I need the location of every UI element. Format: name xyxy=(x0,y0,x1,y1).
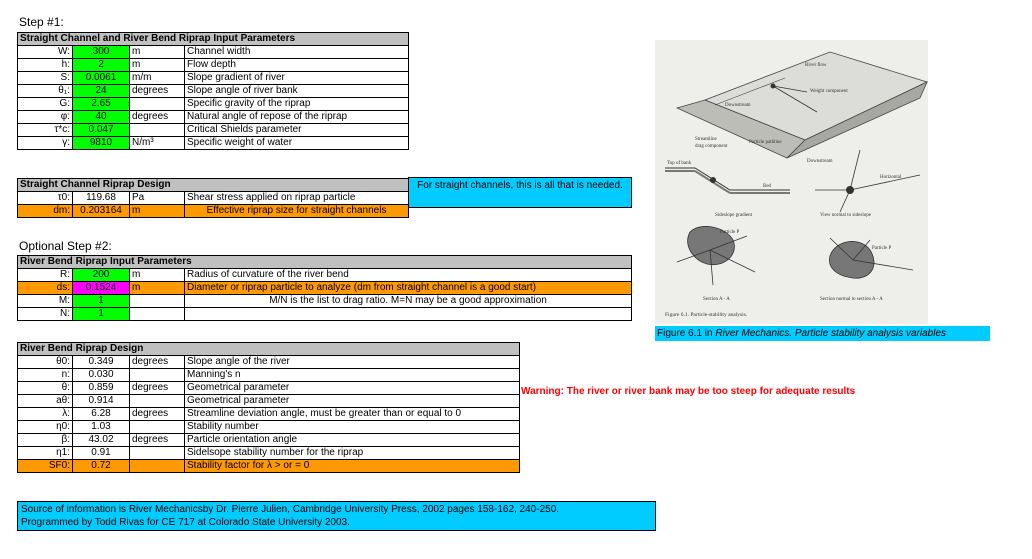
steep-warning: Warning: The river or river bank may be too steep for adequate results xyxy=(521,386,856,397)
table-row xyxy=(18,72,409,85)
fig-label-streamline: Streamline xyxy=(695,137,717,142)
result-symbol: η1: xyxy=(18,447,73,460)
table-row xyxy=(18,59,409,72)
param-symbol: φ: xyxy=(18,111,73,124)
result-unit xyxy=(130,447,185,460)
result-symbol: aθ: xyxy=(18,395,73,408)
table-row xyxy=(18,282,632,295)
param-input[interactable]: 0.0061 xyxy=(73,72,130,85)
figure-image xyxy=(655,40,928,324)
param-symbol: θ₁: xyxy=(18,85,73,98)
fig-label-river-flow: River flow xyxy=(805,63,827,68)
fig-label-section-normal: Section normal to section A - A xyxy=(820,297,883,302)
table-row xyxy=(18,395,520,408)
fig-label-weight: Weight component xyxy=(810,89,848,94)
result-desc: Slope angle of the river xyxy=(185,356,520,369)
param-symbol: R: xyxy=(18,269,73,282)
result-symbol: dm: xyxy=(18,205,73,218)
source-line-1: Source of information is River Mechanicsby Dr. Pierre Julien, Cambridge University Press, 2002 pages 158-162, 240-250. xyxy=(21,504,560,515)
table-row xyxy=(18,382,520,395)
fig-label-particle-p: Particle P xyxy=(720,230,740,235)
fig-label-bed: Bed xyxy=(763,184,772,189)
param-symbol: G: xyxy=(18,98,73,111)
source-line-2: Programmed by Todd Rivas for CE 717 at Colorado State University 2003. xyxy=(21,517,350,528)
result-symbol: β: xyxy=(18,434,73,447)
param-unit: m/m xyxy=(130,72,185,85)
step1-title: Step #1: xyxy=(19,15,64,29)
fig-label-downstream2: Downstream xyxy=(807,159,833,164)
param-unit: m xyxy=(130,46,185,59)
fig-label-pathline: Particle pathline xyxy=(749,140,782,145)
result-unit: degrees xyxy=(130,434,185,447)
result-value: 1.03 xyxy=(73,421,130,434)
table-row xyxy=(18,269,632,282)
param-input[interactable]: 9810 xyxy=(73,137,130,150)
result-desc: Particle orientation angle xyxy=(185,434,520,447)
fig-label-top-bank: Top of bank xyxy=(667,161,692,166)
param-unit: m xyxy=(130,59,185,72)
bend-design-header: River Bend Riprap Design xyxy=(18,343,520,356)
table-row xyxy=(18,408,520,421)
straight-design-header: Straight Channel Riprap Design xyxy=(18,179,409,192)
param-unit: m xyxy=(130,282,185,295)
input-params-table xyxy=(17,32,409,150)
table-row xyxy=(18,308,632,321)
param-desc: Slope angle of river bank xyxy=(185,85,409,98)
result-value: 0.91 xyxy=(73,447,130,460)
param-desc: Specific weight of water xyxy=(185,137,409,150)
table-row xyxy=(18,421,520,434)
table-row xyxy=(18,192,409,205)
param-unit xyxy=(130,98,185,111)
param-desc: Diameter or riprap particle to analyze (dm from straight channel is a good start) xyxy=(185,282,632,295)
param-input[interactable]: 0.1524 xyxy=(73,282,130,295)
result-unit: degrees xyxy=(130,408,185,421)
param-symbol: N: xyxy=(18,308,73,321)
result-value: 6.28 xyxy=(73,408,130,421)
param-desc: Flow depth xyxy=(185,59,409,72)
figure-caption xyxy=(655,326,990,341)
result-symbol: θ: xyxy=(18,382,73,395)
param-input[interactable]: 1 xyxy=(73,295,130,308)
result-unit xyxy=(130,460,185,473)
param-unit xyxy=(130,308,185,321)
param-desc: Critical Shields parameter xyxy=(185,124,409,137)
result-symbol: τ0: xyxy=(18,192,73,205)
result-desc: Shear stress applied on riprap particle xyxy=(185,192,409,205)
result-value: 0.030 xyxy=(73,369,130,382)
result-value: 43.02 xyxy=(73,434,130,447)
fig-label-drag: drag component xyxy=(695,144,728,149)
param-input[interactable]: 2 xyxy=(73,59,130,72)
fig-label-horizontal: Horizontal xyxy=(880,175,902,180)
result-unit xyxy=(130,369,185,382)
bend-input-header: River Bend Riprap Input Parameters xyxy=(18,256,632,269)
result-desc: Stability number xyxy=(185,421,520,434)
result-desc: Effective riprap size for straight channels xyxy=(185,205,409,218)
param-input[interactable]: 300 xyxy=(73,46,130,59)
param-desc: Slope gradient of river xyxy=(185,72,409,85)
table-row xyxy=(18,137,409,150)
result-symbol: SF0: xyxy=(18,460,73,473)
param-input[interactable]: 40 xyxy=(73,111,130,124)
param-input[interactable]: 200 xyxy=(73,269,130,282)
bend-input-table xyxy=(17,255,632,321)
param-desc: Specific gravity of the riprap xyxy=(185,98,409,111)
table-row xyxy=(18,111,409,124)
result-symbol: η0: xyxy=(18,421,73,434)
straight-design-table xyxy=(17,178,409,218)
input-params-header: Straight Channel and River Bend Riprap Input Parameters xyxy=(18,33,409,46)
result-desc: Manning's n xyxy=(185,369,520,382)
result-value: 0.72 xyxy=(73,460,130,473)
param-symbol: M: xyxy=(18,295,73,308)
caption-prefix: Figure 6.1 in xyxy=(657,328,716,339)
result-value: 0.914 xyxy=(73,395,130,408)
result-symbol: λ: xyxy=(18,408,73,421)
param-unit xyxy=(130,295,185,308)
caption-book: River Mechanics. xyxy=(715,328,793,339)
param-desc: M/N is the list to drag ratio. M=N may be a good approximation xyxy=(185,295,632,308)
fig-label-downstream: Downstream xyxy=(725,103,751,108)
result-desc: Geometrical parameter xyxy=(185,382,520,395)
result-unit xyxy=(130,395,185,408)
result-value: 0.349 xyxy=(73,356,130,369)
param-desc: Natural angle of repose of the riprap xyxy=(185,111,409,124)
param-symbol: W: xyxy=(18,46,73,59)
param-symbol: ds: xyxy=(18,282,73,295)
param-input[interactable]: 2.65 xyxy=(73,98,130,111)
param-symbol: S: xyxy=(18,72,73,85)
result-unit: degrees xyxy=(130,356,185,369)
straight-channel-note: For straight channels, this is all that is needed. xyxy=(408,177,632,208)
table-row xyxy=(18,85,409,98)
param-symbol: τ*c: xyxy=(18,124,73,137)
result-unit: Pa xyxy=(130,192,185,205)
table-row xyxy=(18,205,409,218)
result-desc: Sidelsope stability number for the riprap xyxy=(185,447,520,460)
result-desc: Stability factor for λ > or = 0 xyxy=(185,460,520,473)
param-desc: Channel width xyxy=(185,46,409,59)
table-row xyxy=(18,46,409,59)
bend-design-table xyxy=(17,342,520,473)
fig-label-section-aa: Section A - A xyxy=(703,297,730,302)
result-value: 119.68 xyxy=(73,192,130,205)
fig-label-view-normal: View normal to sideslope xyxy=(820,213,871,218)
result-symbol: θ0: xyxy=(18,356,73,369)
param-desc xyxy=(185,308,632,321)
param-symbol: h: xyxy=(18,59,73,72)
param-unit: N/m³ xyxy=(130,137,185,150)
table-row xyxy=(18,447,520,460)
step2-title: Optional Step #2: xyxy=(19,239,112,253)
param-unit: m xyxy=(130,269,185,282)
param-unit xyxy=(130,124,185,137)
param-unit: degrees xyxy=(130,111,185,124)
caption-rest: Particle stability analysis variables xyxy=(792,328,947,339)
result-unit: m xyxy=(130,205,185,218)
table-row xyxy=(18,98,409,111)
result-value: 0.203164 xyxy=(73,205,130,218)
result-value: 0.859 xyxy=(73,382,130,395)
param-input[interactable]: 1 xyxy=(73,308,130,321)
result-unit: degrees xyxy=(130,382,185,395)
param-symbol: γ: xyxy=(18,137,73,150)
table-row xyxy=(18,369,520,382)
table-row xyxy=(18,356,520,369)
param-desc: Radius of curvature of the river bend xyxy=(185,269,632,282)
param-input[interactable]: 24 xyxy=(73,85,130,98)
param-input[interactable]: 0.047 xyxy=(73,124,130,137)
result-symbol: n: xyxy=(18,369,73,382)
fig-label-particle-p2: Particle P xyxy=(872,246,892,251)
result-desc: Geometrical parameter xyxy=(185,395,520,408)
result-unit xyxy=(130,421,185,434)
table-row xyxy=(18,295,632,308)
table-row xyxy=(18,124,409,137)
fig-label-sideslope: Sideslope gradient xyxy=(715,213,753,218)
table-row xyxy=(18,460,520,473)
particle-stability-diagram xyxy=(655,40,928,324)
result-desc: Streamline deviation angle, must be greater than or equal to 0 xyxy=(185,408,520,421)
table-row xyxy=(18,434,520,447)
source-box xyxy=(17,501,656,531)
param-unit: degrees xyxy=(130,85,185,98)
fig-title: Figure 6.1. Particle-stability analysis. xyxy=(665,312,748,318)
